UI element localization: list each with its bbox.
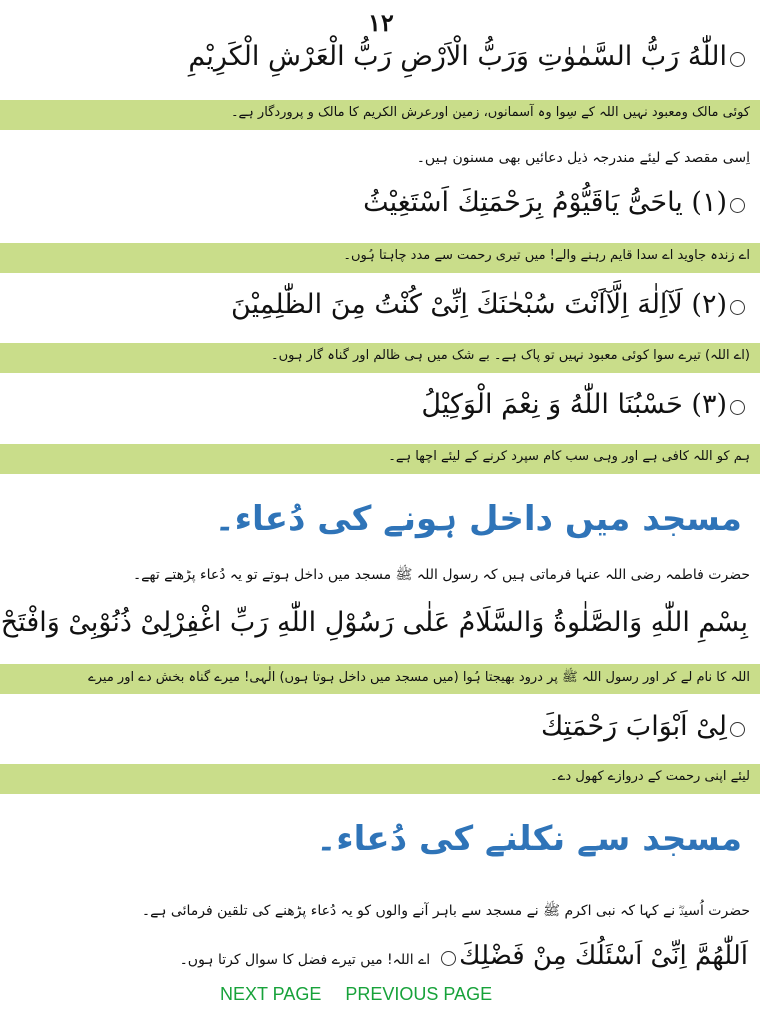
translation-band-2 xyxy=(0,243,760,273)
footer-nav xyxy=(220,984,492,1005)
dua-1 xyxy=(363,186,748,220)
translation-text-2: اے زندہ جاوید اے سدا قایم رہنے والے! میں تیری رحمت سے مدد چاہتا ہُوں۔ xyxy=(343,248,750,263)
dua-3 xyxy=(421,388,748,422)
translation-band-4 xyxy=(0,444,760,474)
exit-narration: حضرت اُسیدؓ نے کہا کہ نبی اکرم ﷺ نے مسجد سے باہر آنے والوں کو یہ دُعاء پڑھنے کی تلقین فرمائی ہے۔ xyxy=(141,903,750,919)
verse-end-circle-icon xyxy=(730,722,745,737)
dua-2-text: (۲) لَآاِلٰهَ اِلَّآاَنْتَ سُبْحٰنَكَ اِنِّىْ كُنْتُ مِنَ الظّٰلِمِيْنَ xyxy=(231,289,727,320)
translation-text-5: اللہ کا نام لے کر اور رسول اللہ ﷺ پر درود بھیجتا ہُوا (میں مسجد میں داخل ہوتا ہوں) الٰہی! میرے گناہ بخش دے اور میرے xyxy=(88,670,750,685)
enter-narration: حضرت فاطمہ رضی اللہ عنہا فرماتی ہیں کہ رسول اللہ ﷺ مسجد میں داخل ہوتے تو یہ دُعاء پڑھتے تھے۔ xyxy=(132,567,750,583)
translation-text-4: ہم کو اللہ کافی ہے اور وہی سب کام سپرد کرنے کے لیئے اچھا ہے۔ xyxy=(388,449,750,464)
translation-band-5 xyxy=(0,664,760,694)
enter-arabic-line-1: بِسْمِ اللّٰهِ وَالصَّلٰوةُ وَالسَّلَامُ عَلٰى رَسُوْلِ اللّٰهِ رَبِّ اغْفِرْلِىْ ذُنُوْبِىْ وَافْتَحْ xyxy=(0,607,748,638)
next-page-link[interactable]: NEXT PAGE xyxy=(220,984,322,1004)
heading-exit-mosque: مسجد سے نکلنے کی دُعاء۔ xyxy=(316,819,742,859)
translation-band-3 xyxy=(0,343,760,373)
dua-3-text: (۳) حَسْبُنَا اللّٰهُ وَ نِعْمَ الْوَكِيْلُ xyxy=(421,389,727,420)
verse-end-circle-icon xyxy=(441,951,456,966)
verse-end-circle-icon xyxy=(730,198,745,213)
exit-translation: اے اللہ! میں تیرے فضل کا سوال کرتا ہوں۔ xyxy=(179,952,431,968)
verse-end-circle-icon xyxy=(730,400,745,415)
translation-band-6 xyxy=(0,764,760,794)
enter-arabic-line-2 xyxy=(541,710,748,744)
translation-text-3: (اے اللہ) تیرے سوا کوئی معبود نہیں تو پاک ہے۔ بے شک میں ہی ظالم اور گناہ گار ہوں۔ xyxy=(271,348,750,363)
previous-page-link[interactable]: PREVIOUS PAGE xyxy=(345,984,493,1004)
page-number: ۱۲ xyxy=(368,8,394,37)
arabic-verse-1 xyxy=(188,40,748,74)
exit-dua-row xyxy=(180,940,748,973)
translation-text-6: لیئے اپنی رحمت کے دروازے کھول دے۔ xyxy=(550,769,750,784)
verse-end-circle-icon xyxy=(730,52,745,67)
arabic-verse-1-text: اللّٰهُ رَبُّ السَّمٰوٰتِ وَرَبُّ الْاَرْضِ رَبُّ الْعَرْشِ الْكَرِيْمِ xyxy=(188,41,727,72)
intro-text: اِسی مقصد کے لیئے مندرجہ ذیل دعائیں بھی مسنون ہیں۔ xyxy=(416,150,750,166)
dua-1-text: (۱) ياحَیُّ يَاقَيُّوْمُ بِرَحْمَتِكَ اَسْتَغِيْثُ xyxy=(363,187,727,218)
exit-arabic: اَللّٰهُمَّ اِنِّىْ اَسْئَلُكَ مِنْ فَضْلِكَ xyxy=(459,941,748,971)
heading-enter-mosque: مسجد میں داخل ہونے کی دُعاء۔ xyxy=(214,499,742,539)
translation-band-1 xyxy=(0,100,760,130)
enter-arabic-line-2-text: لِىْ اَبْوَابَ رَحْمَتِكَ xyxy=(540,711,727,742)
verse-end-circle-icon xyxy=(730,300,745,315)
translation-text-1: کوئی مالک ومعبود نہیں اللہ کے سِوا وہ آسمانوں، زمین اورعرش الکریم کا مالک و پروردگار ہے۔ xyxy=(230,105,750,120)
dua-2 xyxy=(231,288,748,322)
